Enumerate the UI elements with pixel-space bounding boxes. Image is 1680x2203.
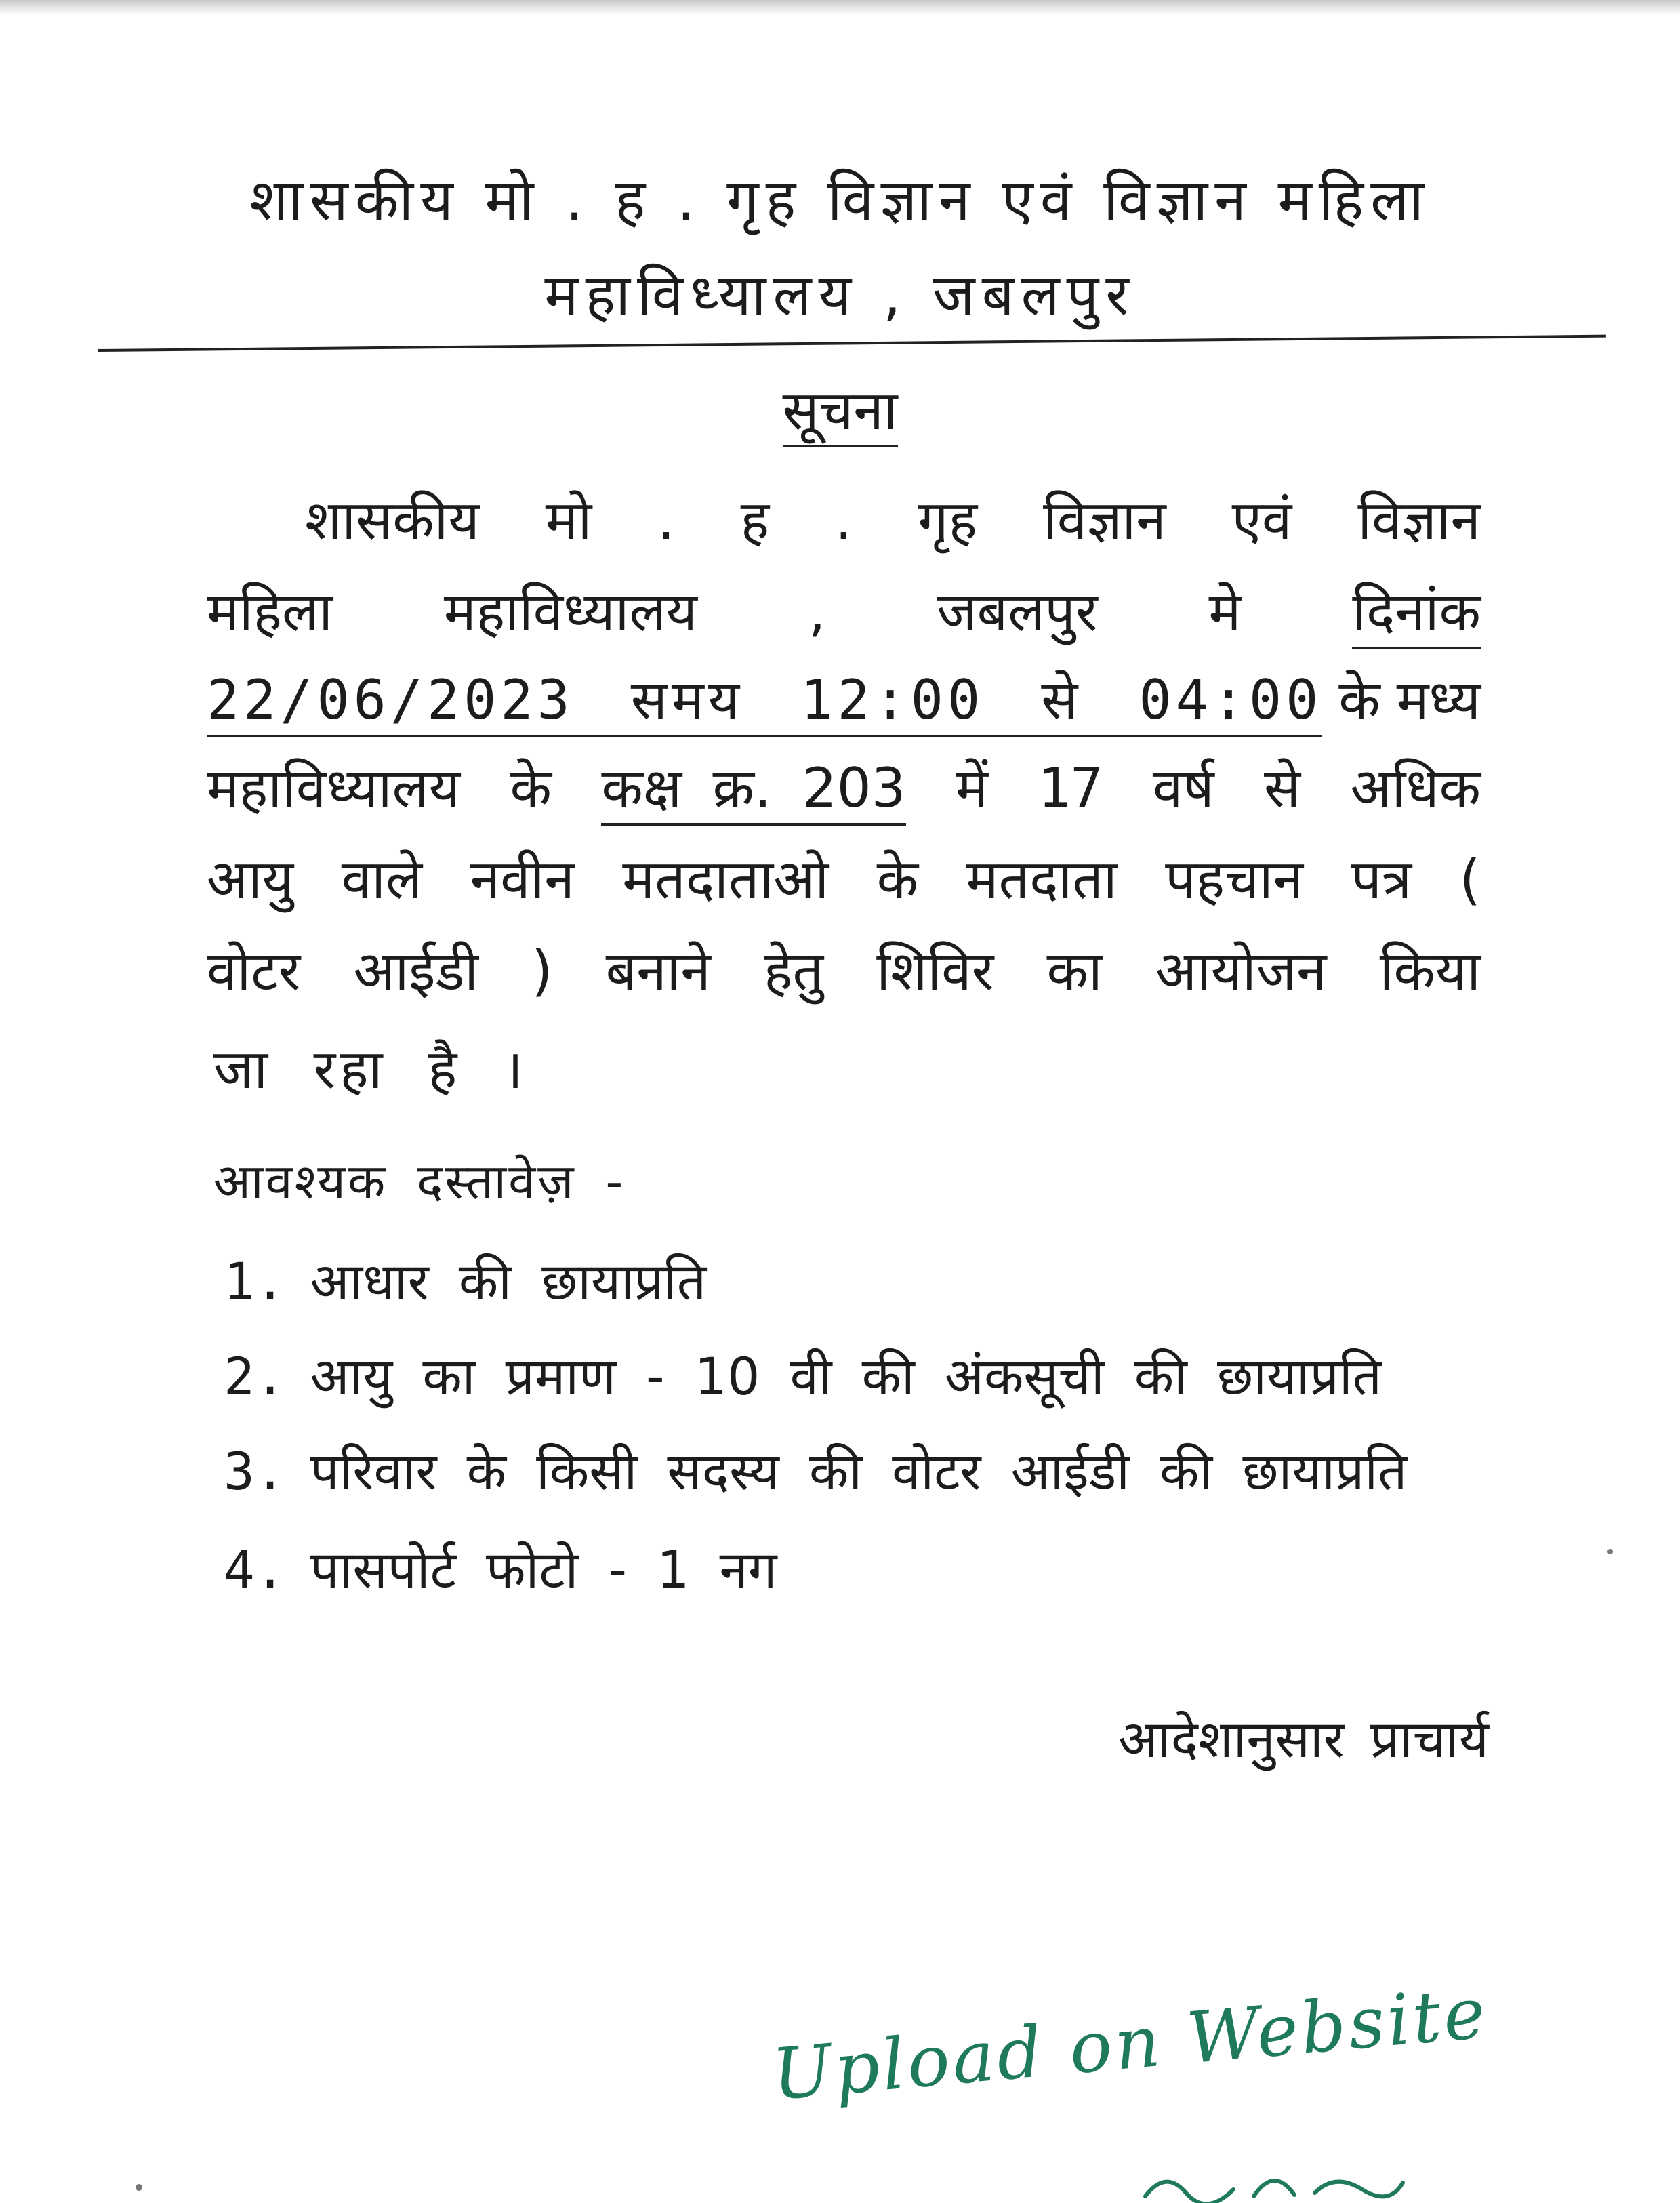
word: ह bbox=[740, 489, 770, 552]
word: महिला bbox=[207, 580, 333, 643]
word: मे bbox=[1208, 580, 1242, 643]
word: वाले bbox=[341, 848, 423, 911]
college-name-line-1: शासकीय मो . ह . गृह विज्ञान एवं विज्ञान महिला bbox=[249, 167, 1431, 233]
word: में bbox=[955, 756, 988, 820]
word: आईडी bbox=[353, 939, 478, 1003]
body-line-3 bbox=[207, 668, 1481, 737]
word: के bbox=[876, 848, 919, 911]
word: का bbox=[1046, 939, 1103, 1003]
word: के bbox=[510, 756, 552, 820]
body-line-2 bbox=[207, 580, 1481, 649]
word: वर्ष bbox=[1152, 756, 1214, 820]
list-item: 4. पासपोर्ट फोटो - 1 नग bbox=[224, 1539, 777, 1600]
room-number: कक्ष क्र. 203 bbox=[601, 756, 905, 826]
word: नवीन bbox=[470, 848, 575, 911]
header-divider bbox=[98, 335, 1606, 352]
word: मो bbox=[545, 489, 592, 552]
documents-heading: आवश्यक दस्तावेज़ - bbox=[213, 1153, 626, 1210]
word: पत्र bbox=[1351, 848, 1412, 911]
word: वोटर bbox=[207, 939, 301, 1003]
word: मध्य bbox=[1396, 668, 1481, 731]
notice-title: सूचना bbox=[0, 378, 1680, 443]
word: विज्ञान bbox=[1357, 489, 1481, 552]
scan-edge bbox=[0, 0, 1680, 15]
word: महाविध्यालय bbox=[443, 580, 697, 643]
date-time-range: 22/06/2023 समय 12:00 से 04:00 bbox=[207, 668, 1322, 737]
word: गृह bbox=[918, 489, 978, 552]
body-line-6 bbox=[207, 939, 1481, 1004]
word: महाविध्यालय bbox=[207, 756, 461, 820]
list-item: 1. आधार की छायाप्रति bbox=[224, 1251, 707, 1312]
college-name-line-2: महाविध्यालय , जबलपुर bbox=[544, 262, 1136, 328]
age-value: 17 bbox=[1038, 756, 1103, 820]
word: मतदाताओ bbox=[622, 848, 829, 911]
scan-speck bbox=[1607, 1549, 1613, 1554]
word: , bbox=[808, 580, 826, 643]
list-item: 2. आयु का प्रमाण - 10 वी की अंकसूची की छायाप्रति bbox=[224, 1346, 1382, 1407]
word: से bbox=[1264, 756, 1301, 820]
word: ( bbox=[1459, 848, 1481, 911]
body-line-4 bbox=[207, 756, 1481, 826]
signature-principal: आदेशानुसार प्राचार्य bbox=[1118, 1709, 1489, 1769]
word: एवं bbox=[1231, 489, 1292, 552]
word: आयोजन bbox=[1155, 939, 1327, 1003]
body-line-7: जा रहा है । bbox=[213, 1038, 528, 1101]
word: ) bbox=[531, 939, 553, 1003]
word: अधिक bbox=[1350, 756, 1481, 820]
handwritten-scribble bbox=[1139, 2162, 1410, 2203]
word: किया bbox=[1379, 939, 1481, 1003]
word: . bbox=[835, 489, 853, 552]
word: मतदाता bbox=[966, 848, 1118, 911]
word: शिविर bbox=[876, 939, 994, 1003]
scan-speck bbox=[136, 2184, 142, 2191]
list-item: 3. परिवार के किसी सदस्य की वोटर आईडी की छायाप्रति bbox=[224, 1441, 1408, 1501]
date-label: दिनांक bbox=[1352, 580, 1481, 649]
word: हेतु bbox=[763, 939, 824, 1003]
word: पहचान bbox=[1165, 848, 1303, 911]
word: विज्ञान bbox=[1043, 489, 1166, 552]
word: आयु bbox=[207, 848, 294, 911]
word: के bbox=[1338, 668, 1380, 731]
body-line-5 bbox=[207, 847, 1481, 912]
word: शासकीय bbox=[305, 489, 480, 552]
handwritten-note: Upload on Website bbox=[769, 1970, 1492, 2116]
word: बनाने bbox=[605, 939, 711, 1003]
word: . bbox=[657, 489, 675, 552]
word: जबलपुर bbox=[937, 580, 1098, 643]
body-line-1 bbox=[305, 488, 1481, 553]
